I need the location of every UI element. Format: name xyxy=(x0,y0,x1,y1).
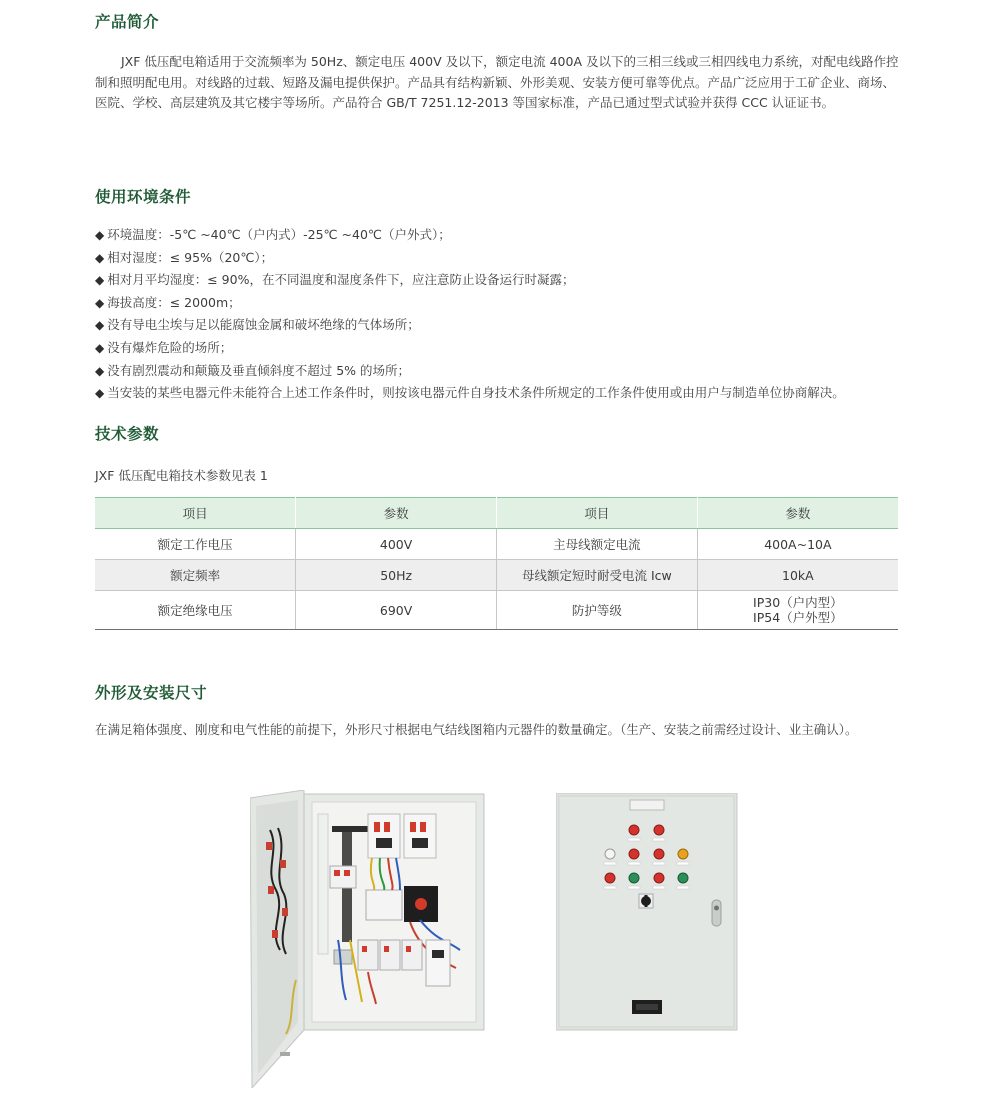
diamond-bullet-icon: ◆ xyxy=(95,250,105,265)
heading-tech-params: 技术参数 xyxy=(95,425,160,443)
table-cell: 额定工作电压 xyxy=(95,529,296,560)
column-header: 参数 xyxy=(296,498,497,529)
heading-environment: 使用环境条件 xyxy=(95,188,192,206)
protection-outdoor: IP54（户外型） xyxy=(753,610,843,625)
table-cell: 主母线额定电流 xyxy=(497,529,698,560)
table-cell: 690V xyxy=(296,591,497,630)
list-item: ◆ 没有导电尘埃与足以能腐蚀金属和破坏绝缘的气体场所； xyxy=(95,317,420,333)
product-intro-text: JXF 低压配电箱适用于交流频率为 50Hz、额定电压 400V 及以下，额定电流 400A 及以下的三相三线或三相四线电力系统，对配电线路作控制和照明配电用。对线路的过载、短路及漏电提供保护。产品具有结构新颖、外形美观、安装方便可靠等优点。产品广泛应用于工矿企业、商场、医院、学校、高层建筑及其它楼宇等场所。产品符合 GB/T 7251.12-2013 等国家标准，产品已通过型式试验并获得 CCC 认证证书。 xyxy=(95,54,899,110)
list-item: ◆ 相对月平均湿度：≤ 90%，在不同温度和湿度条件下，应注意防止设备运行时凝露； xyxy=(95,272,575,288)
heading-product-intro: 产品简介 xyxy=(95,13,160,31)
table-cell xyxy=(697,591,898,630)
table-caption: JXF 低压配电箱技术参数见表 1 xyxy=(95,468,268,483)
table-row xyxy=(95,529,898,560)
table-cell: 母线额定短时耐受电流 Icw xyxy=(497,560,698,591)
list-item: ◆ 没有爆炸危险的场所； xyxy=(95,339,233,355)
diamond-bullet-icon: ◆ xyxy=(95,295,105,310)
heading-dimensions: 外形及安装尺寸 xyxy=(95,684,208,702)
table-cell: 额定绝缘电压 xyxy=(95,591,296,630)
table-cell: 防护等级 xyxy=(497,591,698,630)
spec-table xyxy=(95,497,898,630)
diamond-bullet-icon: ◆ xyxy=(95,386,105,401)
list-item: ◆ 海拔高度：≤ 2000m； xyxy=(95,294,241,310)
table-header-row xyxy=(95,498,898,529)
list-item: ◆ 环境温度：-5℃ ~40℃（户内式）-25℃ ~40℃（户外式）； xyxy=(95,227,451,242)
diamond-bullet-icon: ◆ xyxy=(95,340,105,355)
table-cell: 400A~10A xyxy=(697,529,898,560)
table-row xyxy=(95,560,898,591)
table-cell: 400V xyxy=(296,529,497,560)
environment-list xyxy=(95,224,915,405)
column-header: 项目 xyxy=(497,498,698,529)
list-item: ◆ 当安装的某些电器元件未能符合上述工作条件时，则按该电器元件自身技术条件所规定的工作条件使用或由用户与制造单位协商解决。 xyxy=(95,385,845,401)
diamond-bullet-icon: ◆ xyxy=(95,228,105,242)
closed-cabinet-image xyxy=(556,793,738,1031)
diamond-bullet-icon: ◆ xyxy=(95,318,105,333)
protection-indoor: IP30（户内型） xyxy=(753,595,843,610)
list-item: ◆ 相对湿度：≤ 95%（20℃）； xyxy=(95,249,274,265)
table-row xyxy=(95,591,898,630)
list-item: ◆ 没有剧烈震动和颠簸及垂直倾斜度不超过 5% 的场所； xyxy=(95,362,411,378)
table-cell: 10kA xyxy=(697,560,898,591)
dimensions-text: 在满足箱体强度、刚度和电气性能的前提下，外形尺寸根据电气结线图箱内元器件的数量确定。（生产、安装之前需经过设计、业主确认）。 xyxy=(95,722,858,737)
open-cabinet-image xyxy=(250,790,486,1088)
table-cell: 额定频率 xyxy=(95,560,296,591)
column-header: 参数 xyxy=(697,498,898,529)
diamond-bullet-icon: ◆ xyxy=(95,363,105,378)
column-header: 项目 xyxy=(95,498,296,529)
diamond-bullet-icon: ◆ xyxy=(95,273,105,288)
table-cell: 50Hz xyxy=(296,560,497,591)
